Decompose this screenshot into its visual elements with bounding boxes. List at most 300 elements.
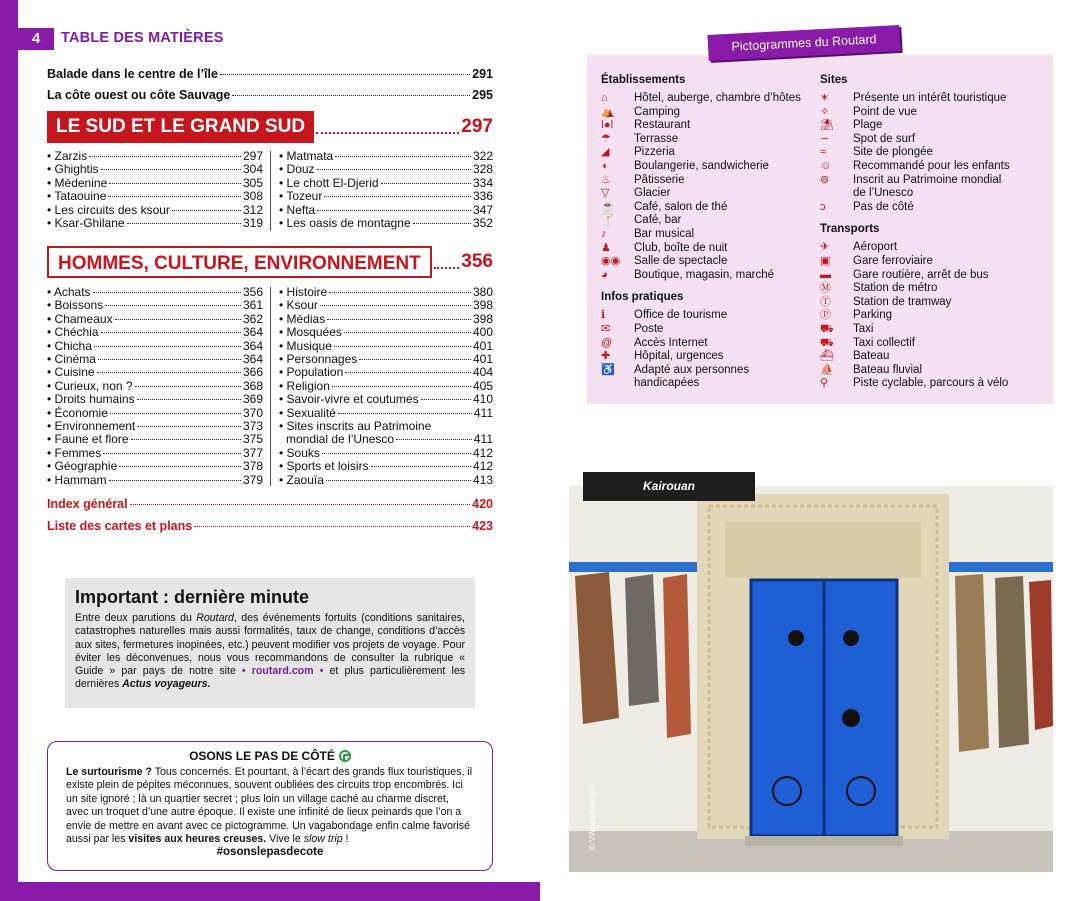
tram-icon: Ⓣ [820,295,831,308]
toc-entry[interactable] [47,393,263,406]
picto-label-line: Adapté aux personnes [634,363,750,376]
leader-dots [326,480,471,481]
toc-entry[interactable] [279,366,493,379]
leader-dots [322,453,471,454]
pictogram-tab: Pictogrammes du Routard [707,25,900,61]
section-page: 356 [461,251,493,272]
photo-credit: © VWpics/hemis.fr [588,784,597,850]
entry-label: • Savoir-vivre et coutumes [279,392,419,407]
leader-dots [320,305,471,306]
picto-label [853,323,1045,337]
picto-item [820,106,1045,120]
toc-entry[interactable] [47,177,263,190]
picto-item [601,323,811,337]
entry-label: • Environnement [47,419,136,434]
picto-label [853,133,1045,147]
toc-entry[interactable] [279,460,493,473]
toc-entry[interactable] [47,460,263,473]
leader-dots [110,413,241,414]
bottom-edge-bar [18,882,540,901]
interest-icon: ✶ [820,92,830,104]
picto-label-line: Pâtisserie [634,173,685,186]
entry-page: 297 [242,149,263,163]
toc-entry[interactable] [279,340,493,353]
entry-label: • Faune et flore [47,432,129,447]
osons-hashtag[interactable]: #osonslepasdecote [216,846,324,859]
leader-dots [371,466,471,467]
osons-text-bold: visites aux heures creuses. [128,833,267,846]
toc-entry[interactable] [47,150,263,163]
toc-entry[interactable] [47,286,263,299]
entry-label: • Cinéma [47,352,96,367]
toc-entry[interactable] [47,353,263,366]
entry-page: 379 [242,472,263,487]
leader-dots [109,480,241,481]
picto-item [601,187,811,201]
left-edge-bar [0,0,18,901]
picto-label-line: Inscrit au Patrimoine mondial [853,173,1002,186]
entry-label: • Médenine [47,175,108,190]
toc-title: TABLE DES MATIÈRES [61,30,224,46]
entry-page: 364 [242,325,263,340]
entry-label: • Les oasis de montagne [279,216,411,231]
entry-page: 364 [242,352,263,367]
pizza-icon: ◢ [601,146,610,159]
picto-label-line: Recommandé pour les enfants [853,159,1010,172]
picto-label-line: Piste cyclable, parcours à vélo [853,377,1009,390]
train-icon: ▣ [820,254,831,267]
leader-dots [345,372,471,373]
important-text-part: , des événements fortuits (conditions sanitaires, catastrophes naturelles mais aussi formalités, taux de change, conditions d’accès aux sites, fermetures inopinées, etc.) peuvent modifier vos projets de voyage. Pour éviter les déconvenues, nous vous recommandons de consulter la rubrique « Guide » par pays de notre site [75,612,465,678]
leader-dots [94,346,241,347]
toc-entry[interactable] [279,286,493,299]
picto-label [853,309,1045,323]
entry-label: • Sites inscrits au Patrimoine [279,419,432,434]
top-entries [47,64,493,106]
leader-dots [109,183,241,184]
entry-label: • Curieux, non ? [47,378,133,393]
picto-label-line: Boulangerie, sandwicherie [634,159,769,172]
picto-label [634,214,811,228]
viewpoint-icon: ✧ [820,105,830,118]
door-knocker [843,630,859,646]
entry-label: • Chicha [47,338,92,353]
toc-entry[interactable] [47,433,263,446]
unesco-icon: ⊚ [820,173,830,186]
leader-dots [98,359,241,360]
picto-section-title: Infos pratiques [601,291,684,304]
picto-item [601,269,811,283]
picto-item [820,201,1045,215]
beach-icon: ⛱ [820,119,834,132]
toc-entry[interactable] [47,299,263,312]
entry-page: 412 [472,445,493,460]
picto-label-line: Camping [634,105,681,118]
toc-entry[interactable] [279,447,493,460]
picto-item [601,119,811,133]
picto-item [820,119,1045,133]
picto-label [634,133,811,147]
toc-entry[interactable] [47,380,263,393]
section-heading-hommes[interactable] [47,246,493,278]
toc-entry-cote-ouest[interactable] [47,85,493,106]
picto-item [820,92,1045,106]
leader-dots [105,305,241,306]
osons-lead: Le surtourisme ? [66,766,152,778]
restaurant-icon: ǀ●ǀ [601,119,614,132]
leader-dots [103,453,241,454]
important-text-part: et plus particulièrement les dernières [75,665,466,691]
entry-label: • Population [279,365,344,380]
picto-label [634,364,811,391]
entry-page: 401 [472,338,493,353]
entry-label: Balade dans le centre de l’île [47,67,218,81]
toc-entry[interactable] [279,150,493,163]
leader-dots [338,413,472,414]
picto-label [853,160,1045,174]
picto-item [601,214,811,228]
picto-label-line: Boutique, magasin, marché [634,268,774,281]
osons-title-text: OSONS LE PAS DE CÔTÉ [189,749,335,763]
sud-left-column [47,150,263,230]
picto-label-line: Hôpital, urgences [634,350,724,363]
picto-list-transports [820,241,1045,391]
toc-entry[interactable] [279,393,493,406]
entry-label: Liste des cartes et plans [47,519,193,533]
entry-page: 373 [242,419,263,434]
leader-dots [220,74,470,75]
picto-label-line: Poste [634,322,664,335]
hospital-icon: ✚ [601,350,611,363]
shop-icon: ◕ [601,268,608,281]
picto-section-title: Sites [820,74,848,86]
pas-de-cote-icon [339,750,351,762]
picto-label-line: Aéroport [853,241,898,254]
picto-item [820,296,1045,310]
toc-entry[interactable] [279,163,493,176]
entry-label: • Musique [279,338,332,353]
picto-item [601,133,811,147]
picto-item [820,241,1045,255]
entry-label: • Boissons [47,298,104,313]
picto-label-line: Salle de spectacle [634,255,728,268]
picto-label-line: Bar musical [634,227,695,240]
entry-label: • Cuisine [47,365,95,380]
river-boat-icon: ⛵ [820,363,834,376]
picto-label [634,255,811,269]
bike-icon: ⚲ [820,377,829,390]
leader-dots [335,156,471,157]
leader-dots [119,466,241,467]
toc-entry[interactable] [47,447,263,460]
toc-entry-index[interactable] [47,493,493,515]
leader-dots [434,267,460,269]
kairouan-door-photo [569,486,1053,872]
frame-lintel [725,522,921,578]
entry-label: • Sexualité [279,405,336,420]
entry-page: 370 [242,405,263,420]
entry-page: 401 [472,352,493,367]
leader-dots [127,223,241,224]
leader-dots [137,399,241,400]
leader-dots [359,359,471,360]
picto-item [601,242,811,256]
entry-label: • Ghightis [47,162,99,177]
entry-label: • Souks [279,445,320,460]
toc-entry[interactable] [47,366,263,379]
picto-list-etablissements [601,92,811,282]
picto-label [853,364,1045,378]
entry-label: • Tataouine [47,189,107,204]
osons-text-italic: slow trip [303,833,343,846]
leader-dots [413,223,471,224]
picto-label [853,255,1045,269]
metro-icon: Ⓜ [820,282,831,295]
terrace-icon: ☂ [601,132,611,145]
toc-entry-balade[interactable] [47,64,493,85]
toc-entry[interactable] [279,407,493,420]
picto-item [601,174,811,188]
icecream-icon: ▽ [601,187,610,200]
page-number: 4 [18,28,54,50]
toc-entry[interactable] [279,204,493,217]
toc-entry[interactable] [279,353,493,366]
osons-text [66,766,474,846]
entry-label: • Sports et loisirs [279,459,369,474]
toc-entry[interactable] [279,313,493,326]
toc-entry[interactable] [279,177,493,190]
toc-entry[interactable] [47,407,263,420]
toc-entry[interactable] [47,190,263,203]
toc-entry[interactable] [47,340,263,353]
picto-label [853,377,1045,391]
picto-label-line: Station de métro [853,282,938,295]
entry-label: • Géographie [47,459,118,474]
entry-label: • Nefta [279,202,316,217]
entry-page: 369 [242,392,263,407]
toc-entry[interactable] [47,204,263,217]
picto-label [853,106,1045,120]
picto-label-line: Gare ferroviaire [853,254,933,267]
theatre-icon: ◉◉ [601,255,621,268]
picto-label-line: Présente un intérêt touristique [853,92,1007,104]
picto-label-line: Gare routière, arrêt de bus [853,268,989,281]
toc-entry[interactable] [279,474,493,487]
entry-label: • Les circuits des ksour [47,202,170,217]
taxi-icon: ⛟ [820,322,834,335]
picto-label [853,146,1045,160]
picto-item [820,255,1045,269]
leader-dots [421,399,471,400]
entry-label: • Religion [279,378,330,393]
entry-page: 361 [242,298,263,313]
toc-entry[interactable] [279,326,493,339]
entry-label: • Mosquées [279,325,342,340]
hanging-carpet [995,576,1029,748]
leader-dots [137,426,241,427]
entry-page: 347 [472,202,493,217]
entry-page: 404 [472,365,493,380]
leader-dots [334,346,471,347]
picto-label [853,282,1045,296]
picto-item [820,377,1045,391]
leader-dots [131,439,241,440]
picto-label-line: Terrasse [634,132,679,145]
entry-label: • Droits humains [47,392,135,407]
leader-dots [101,332,241,333]
leader-dots [115,319,241,320]
picto-label [853,119,1045,133]
toc-entry-cartes[interactable] [47,515,493,537]
picto-label [634,269,811,283]
pictogram-legend-box [587,55,1053,404]
entry-label: Index général [47,497,128,511]
picto-column-right [820,73,1045,391]
entry-page: 411 [473,405,493,420]
hommes-right-list-b [279,447,493,487]
entry-label: • Histoire [279,285,328,299]
picto-item [601,309,811,323]
picto-item [820,350,1045,364]
entry-page: 334 [472,175,493,190]
picto-label-line: Hôtel, auberge, chambre d’hôtes [634,92,801,104]
entry-label: • Hammam [47,472,107,487]
leader-dots [329,292,471,293]
toc-entry[interactable] [47,474,263,487]
osons-box [47,741,493,871]
entry-label: • Femmes [47,445,102,460]
entry-page: 412 [472,459,493,474]
leader-dots [89,156,241,157]
entry-label: • Zaouïa [279,472,324,487]
column-divider [270,287,271,486]
entry-page: 336 [472,189,493,204]
internet-icon: @ [601,336,613,349]
leader-dots [396,439,472,440]
picto-label [634,337,811,351]
toc-entry[interactable] [47,163,263,176]
entry-page: 413 [472,472,493,487]
leader-dots [317,210,471,211]
entry-label-continued: mondial de l’Unesco [286,432,395,447]
leader-dots [135,386,241,387]
hanging-carpet [625,574,659,706]
entry-page: 405 [472,378,493,393]
picto-label [634,119,811,133]
picto-item [820,133,1045,147]
entry-label: • Tozeur [279,189,323,204]
cafe-icon: ☕ [601,200,615,213]
entry-page: 366 [242,365,263,380]
entry-label: • Douz [279,162,315,177]
section-heading-sud[interactable] [47,111,493,143]
sud-right-column [279,150,493,230]
picto-item [820,337,1045,351]
shared-taxi-icon: ⛟ [820,336,834,349]
picto-item [820,323,1045,337]
pastry-icon: ♨ [601,173,611,186]
boat-icon: ⛴ [820,350,834,363]
leader-dots [172,210,241,211]
picto-section-title: Établissements [601,74,686,86]
toc-entry[interactable] [47,313,263,326]
entry-label: • Ksar-Ghilane [47,216,125,231]
picto-section-title: Transports [820,223,880,236]
picto-label [634,187,811,201]
picto-item [601,255,811,269]
picto-label-line: Bateau fluvial [853,363,923,376]
picto-label [634,228,811,242]
music-icon: ♪ [601,227,607,240]
leader-dots [232,95,470,96]
picto-label [634,92,811,106]
picto-label [634,309,811,323]
picto-label [853,201,1045,215]
entry-page: 398 [472,298,493,313]
picto-item [820,160,1045,174]
kids-icon: ☺ [820,159,832,172]
picto-label-line: Point de vue [853,105,917,118]
door-knocker [842,709,860,727]
toc-entry[interactable] [279,380,493,393]
entry-label: • Chameaux [47,311,113,326]
picto-label-line: Parking [853,309,892,322]
spacer [601,282,811,290]
toc-entry[interactable] [47,326,263,339]
entry-page: 291 [472,67,493,81]
leader-dots [108,196,241,197]
picto-item [820,269,1045,283]
surf-icon: ∽ [820,132,830,145]
picto-label [634,323,811,337]
toc-entry[interactable] [47,420,263,433]
picto-label-line: Glacier [634,187,671,200]
picto-item [820,309,1045,323]
bus-icon: ▬ [820,268,831,281]
entry-page: 380 [472,285,493,299]
entry-page: 304 [242,162,263,177]
leader-dots [93,292,241,293]
bakery-icon: ◖ [601,159,608,172]
bottom-entries [47,493,493,537]
entry-page: 312 [242,202,263,217]
toc-entry[interactable] [279,217,493,230]
picto-label-line: Accès Internet [634,336,708,349]
entry-label: • Ksour [279,298,318,313]
routard-link[interactable]: • routard.com • [241,665,324,678]
photo-caption: Kairouan [583,472,755,501]
picto-label [853,296,1045,310]
entry-page: 400 [472,325,493,340]
toc-entry-unesco[interactable] [279,420,493,447]
toc-entry[interactable] [279,299,493,312]
parking-icon: Ⓟ [820,309,831,322]
picto-item [601,228,811,242]
toc-entry[interactable] [279,190,493,203]
leader-dots [324,196,471,197]
door-knocker [788,630,804,646]
entry-label: • Zarzis [47,149,88,163]
mail-icon: ✉ [601,322,611,335]
section-page: 297 [461,116,493,137]
picto-label-line: Pas de côté [853,200,914,213]
pas-de-cote-icon: ↄ [820,200,826,213]
toc-entry[interactable] [47,217,263,230]
osons-text-part: Tous concernés. Et pourtant, à l’écart des grands flux touristiques, il existe plein de pépites méconnues, souvent oubliées des circuits trop encombrés. Ici un site ignoré ; là un quartier secret ; plus loin un village caché au charme discret, avec un troquet d’une autre époque. Il existe une infinité de lieux peinards que l’on a envie de mettre en avant avec ce pictogramme. Un vagabondage enfin calme favorisé aussi par les [66,766,473,846]
leader-dots [316,132,459,134]
entry-page: 398 [472,311,493,326]
picto-label-line: Spot de surf [853,132,916,145]
